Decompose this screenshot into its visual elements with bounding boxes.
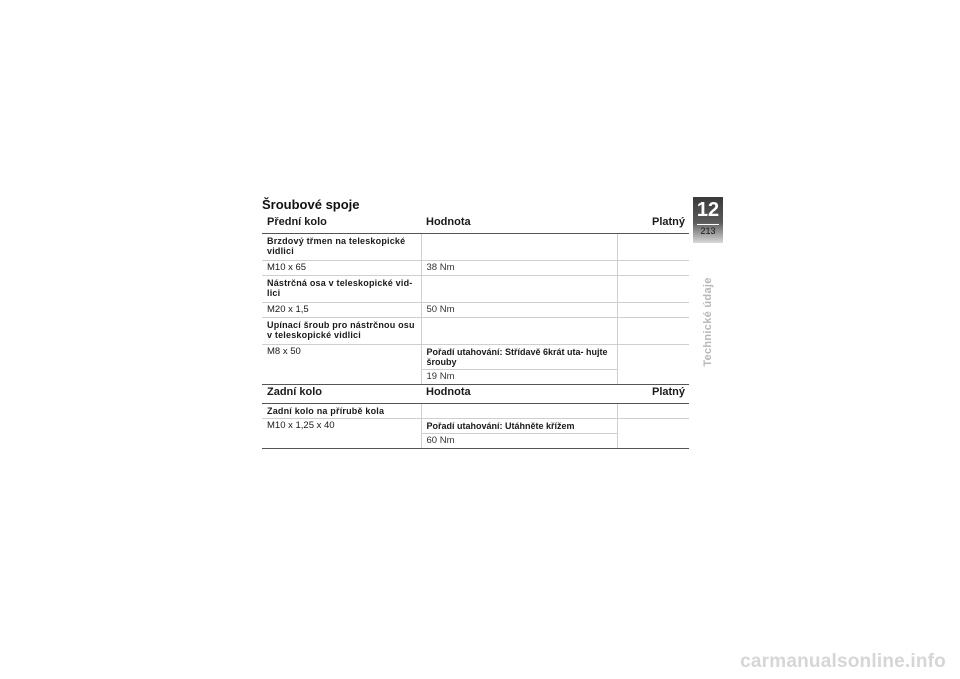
table-row: [262, 276, 689, 303]
table-header-row: [262, 211, 689, 234]
table-row: [262, 303, 689, 318]
column-header-value: Hodnota: [421, 211, 617, 234]
empty-cell: [617, 404, 689, 419]
column-header-component: Přední kolo: [262, 211, 421, 234]
chapter-title-vertical: Technické údaje: [702, 277, 714, 367]
empty-cell: [617, 261, 689, 276]
component-name: Brzdový třmen na teleskopické vidlici: [262, 234, 421, 261]
torque-value: 38 Nm: [421, 261, 617, 276]
empty-cell: [421, 234, 617, 261]
component-name: Upínací šroub pro nástrčnou osu v teleskopické vidlici: [262, 318, 421, 345]
bolt-size: M20 x 1,5: [262, 303, 421, 318]
table-row: [262, 234, 689, 261]
empty-cell: [421, 318, 617, 345]
component-name: Nástrčná osa v teleskopické vid- lici: [262, 276, 421, 303]
chapter-divider: [697, 224, 719, 225]
empty-cell: [617, 276, 689, 303]
tightening-note: Pořadí utahování: Utáhněte křížem: [421, 419, 617, 434]
table-row: [262, 419, 689, 434]
chapter-number: 12: [696, 199, 720, 221]
table-row: [262, 261, 689, 276]
empty-cell: [421, 276, 617, 303]
page-number: 213: [700, 226, 716, 236]
tightening-note: Pořadí utahování: Střídavě 6krát uta- hujte šrouby: [421, 345, 617, 370]
bolt-size: M10 x 65: [262, 261, 421, 276]
page-title: Šroubové spoje: [262, 197, 360, 212]
component-name: Zadní kolo na přírubě kola: [262, 404, 421, 419]
empty-cell: [617, 318, 689, 345]
rear-wheel-table: [262, 381, 689, 449]
empty-cell: [617, 345, 689, 385]
bolt-size: M8 x 50: [262, 345, 421, 385]
bolt-size: M10 x 1,25 x 40: [262, 419, 421, 449]
watermark: carmanualsonline.info: [740, 651, 946, 672]
empty-cell: [617, 419, 689, 449]
column-header-value: Hodnota: [421, 381, 617, 404]
table-row: [262, 345, 689, 370]
table-row: [262, 318, 689, 345]
column-header-component: Zadní kolo: [262, 381, 421, 404]
empty-cell: [617, 234, 689, 261]
column-header-valid: Platný: [617, 211, 689, 234]
torque-value: 50 Nm: [421, 303, 617, 318]
empty-cell: [421, 404, 617, 419]
table-row: [262, 404, 689, 419]
torque-value: 19 Nm: [421, 370, 617, 385]
table-header-row: [262, 381, 689, 404]
front-wheel-table: [262, 211, 689, 385]
empty-cell: [617, 303, 689, 318]
torque-value: 60 Nm: [421, 434, 617, 449]
column-header-valid: Platný: [617, 381, 689, 404]
